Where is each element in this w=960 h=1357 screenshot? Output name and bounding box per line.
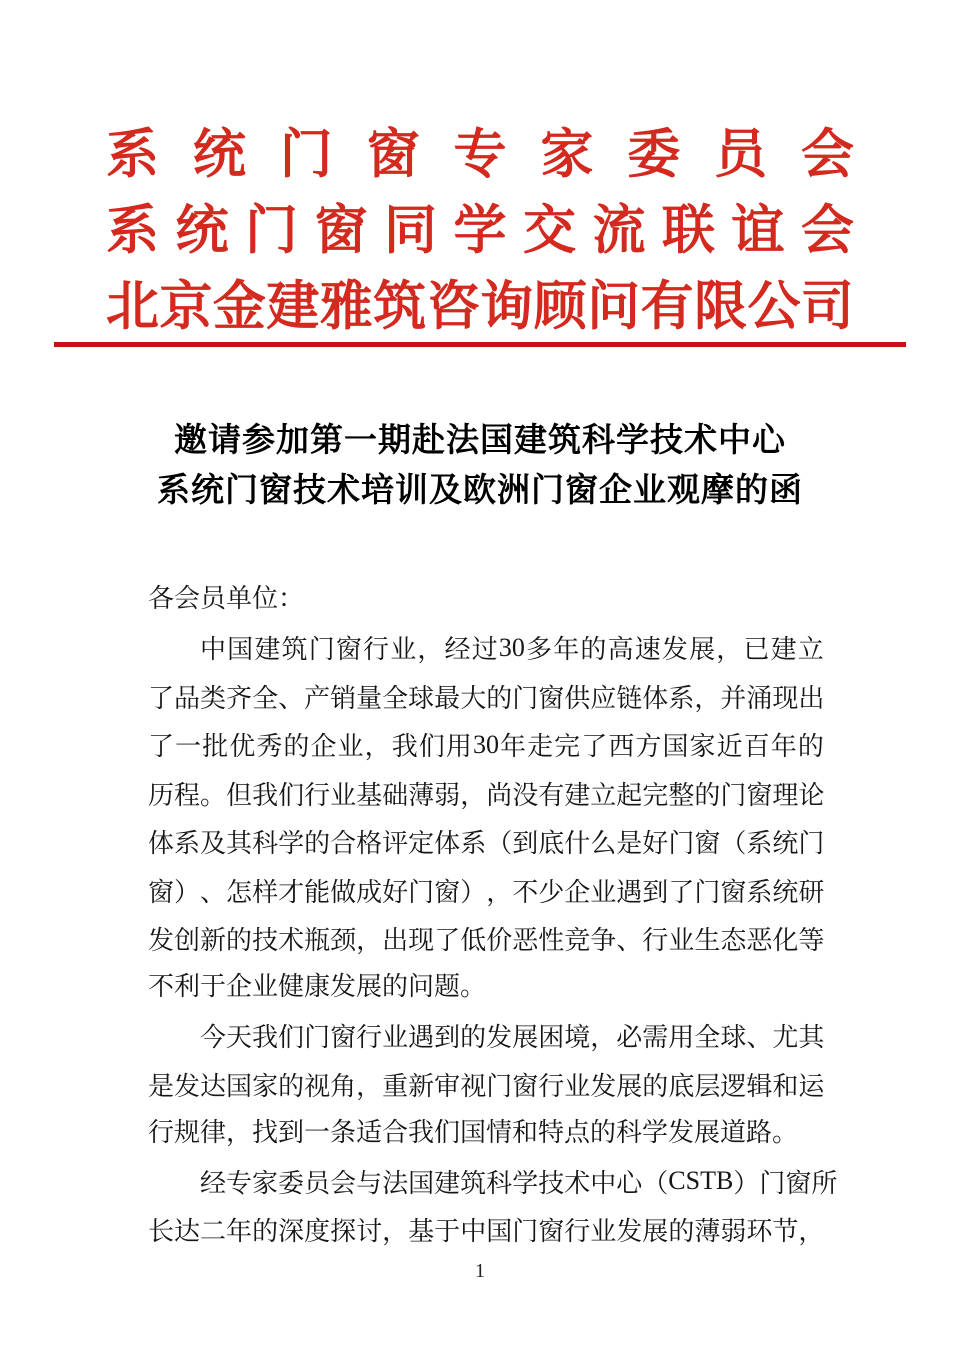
body-line: 了 一 批 优 秀 的 企 业 ， 我 们 用 30 年 走 完 了 西 方 国 家 近 百 年 的 xyxy=(148,729,824,762)
title-line-2: 系统门窗技术培训及欧洲门窗企业观摩的函 xyxy=(157,471,803,508)
letter-body xyxy=(148,575,838,1254)
body-line: 历 程 。 但 我 们 行 业 基 础 薄 弱 ， 尚 没 有 建 立 起 完 整 的 门 窗 理 论 xyxy=(148,780,825,810)
letterhead-divider-rule xyxy=(54,342,906,347)
body-line: 不利于企业健康发展的问题。 xyxy=(148,972,487,1001)
body-line: 窗 ） 、 怎 样 才 能 做 成 好 门 窗 ） ， 不 少 企 业 遇 到 了 门 窗 系 统 研 xyxy=(148,877,825,907)
document-title xyxy=(0,415,960,515)
body-line: 体 系 及 其 科 学 的 合 格 评 定 体 系 （ 到 底 什 么 是 好 门 窗 （ 系 统 门 xyxy=(148,829,825,859)
title-line-1: 邀请参加第一期赴法国建筑科学技术中心 xyxy=(174,421,786,458)
body-line: 是 发 达 国 家 的 视 角 ， 重 新 审 视 门 窗 行 业 发 展 的 底 层 逻 辑 和 运 xyxy=(148,1071,825,1101)
body-line: 发 创 新 的 技 术 瓶 颈 ， 出 现 了 低 价 恶 性 竞 争 、 行 业 生 态 恶 化 等 xyxy=(148,926,825,956)
letterhead-line-2: 系 统 门 窗 同 学 交 流 联 谊 会 xyxy=(106,202,854,260)
body-line: 行规律，找到一条适合我们国情和特点的科学发展道路。 xyxy=(148,1117,799,1147)
body-line: 了 品 类 齐 全 、 产 销 量 全 球 最 大 的 门 窗 供 应 链 体 系 ， 并 涌 现 出 xyxy=(148,683,825,713)
letterhead-line-1: 系 统 门 窗 专 家 委 员 会 xyxy=(106,126,854,184)
letterhead-line-3: 北 京 金 建 雅 筑 咨 询 顾 问 有 限 公 司 xyxy=(106,278,854,336)
body-line: 经 专 家 委 员 会 与 法 国 建 筑 科 学 技 术 中 心 （ CSTB ） 门 窗 所 xyxy=(200,1166,838,1198)
body-line: 长 达 二 年 的 深 度 探 讨 ， 基 于 中 国 门 窗 行 业 发 展 的 薄 弱 环 节 ， xyxy=(148,1217,825,1247)
salutation: 各会员单位： xyxy=(148,584,305,613)
body-line: 今 天 我 们 门 窗 行 业 遇 到 的 发 展 困 境 ， 必 需 用 全 球 、 尤 其 xyxy=(200,1023,825,1053)
letterhead xyxy=(106,0,854,340)
page-number: 1 xyxy=(475,1260,485,1282)
body-line: 中 国 建 筑 门 窗 行 业 ， 经 过 30 多 年 的 高 速 发 展 ， 已 建 立 xyxy=(200,632,824,665)
